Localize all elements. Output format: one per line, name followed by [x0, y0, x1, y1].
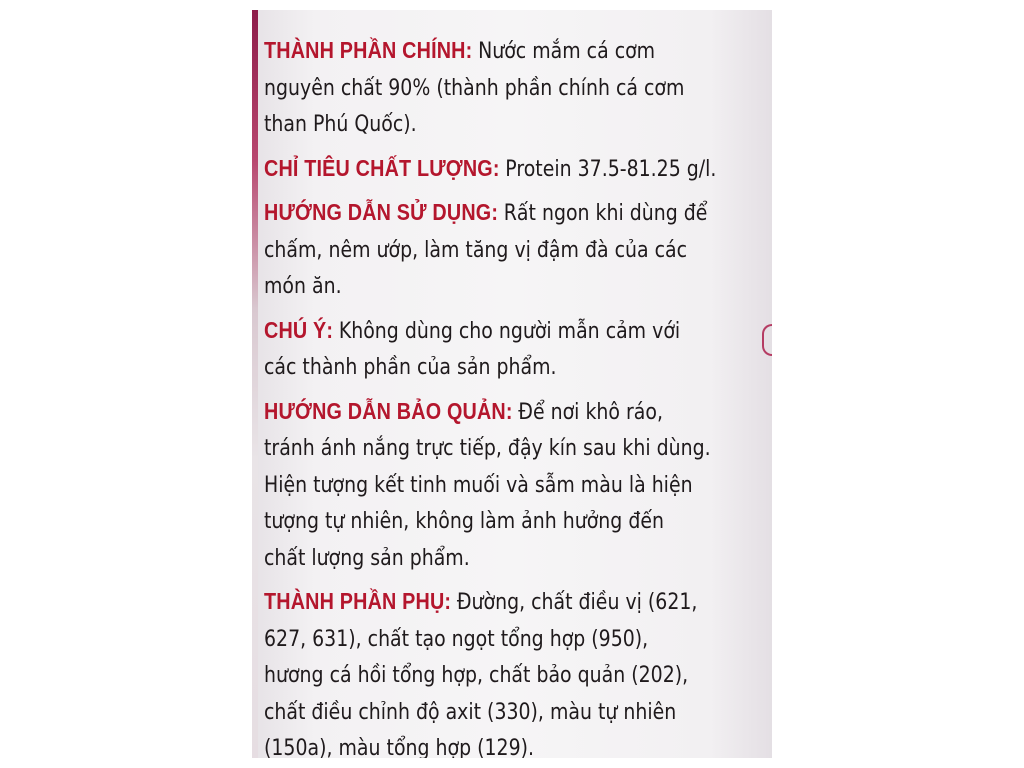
section-heading: HƯỚNG DẪN SỬ DỤNG: [264, 199, 504, 225]
section-text: nguyên chất 90% (thành phần chính cá cơm [264, 75, 685, 101]
section-usage-instructions [264, 194, 763, 306]
section-text: chấm, nêm ướp, làm tăng vị đậm đà của các [264, 237, 687, 263]
section-additional-ingredients [264, 583, 763, 758]
section-text: 627, 631), chất tạo ngọt tổng hợp (950), [264, 626, 649, 652]
section-heading: THÀNH PHẦN PHỤ: [264, 588, 457, 614]
section-text: chất điều chỉnh độ axit (330), màu tự nhiên [264, 699, 677, 725]
product-label [252, 10, 772, 758]
section-text: Đường, chất điều vị (621, [456, 590, 698, 615]
section-text: Hiện tượng kết tinh muối và sẫm màu là hiện [264, 472, 693, 498]
section-text: Protein 37.5-81.25 g/l. [505, 156, 717, 182]
section-text: Rất ngon khi dùng để [503, 201, 708, 226]
section-text: hương cá hồi tổng hợp, chất bảo quản (202), [264, 663, 689, 688]
label-edge-mark [762, 324, 772, 356]
section-heading: HƯỚNG DẪN BẢO QUẢN: [264, 397, 519, 424]
section-text: (150a), màu tổng hợp (129). [264, 736, 535, 758]
section-text: tránh ánh nắng trực tiếp, đậy kín sau khi dùng. [264, 436, 711, 461]
section-text: than Phú Quốc). [264, 112, 417, 137]
section-text: Để nơi khô ráo, [518, 399, 663, 425]
section-heading: CHÚ Ý: [264, 316, 339, 343]
section-text: các thành phần của sản phẩm. [264, 355, 557, 380]
label-text-column [264, 32, 763, 758]
section-heading: CHỈ TIÊU CHẤT LƯỢNG: [264, 154, 506, 181]
section-text: chất lượng sản phẩm. [264, 545, 470, 571]
section-text: Không dùng cho người mẫn cảm với [338, 318, 681, 344]
section-heading: THÀNH PHẦN CHÍNH: [264, 37, 479, 63]
section-text: món ăn. [264, 274, 342, 299]
section-text: Nước mắm cá cơm [478, 39, 656, 64]
section-text: tượng tự nhiên, không làm ảnh hưởng đến [264, 509, 664, 534]
section-storage-instructions [264, 393, 763, 578]
section-caution [264, 312, 763, 387]
section-main-ingredients [264, 32, 763, 144]
label-edge-graphic [252, 10, 258, 758]
section-quality-criteria [264, 150, 763, 189]
